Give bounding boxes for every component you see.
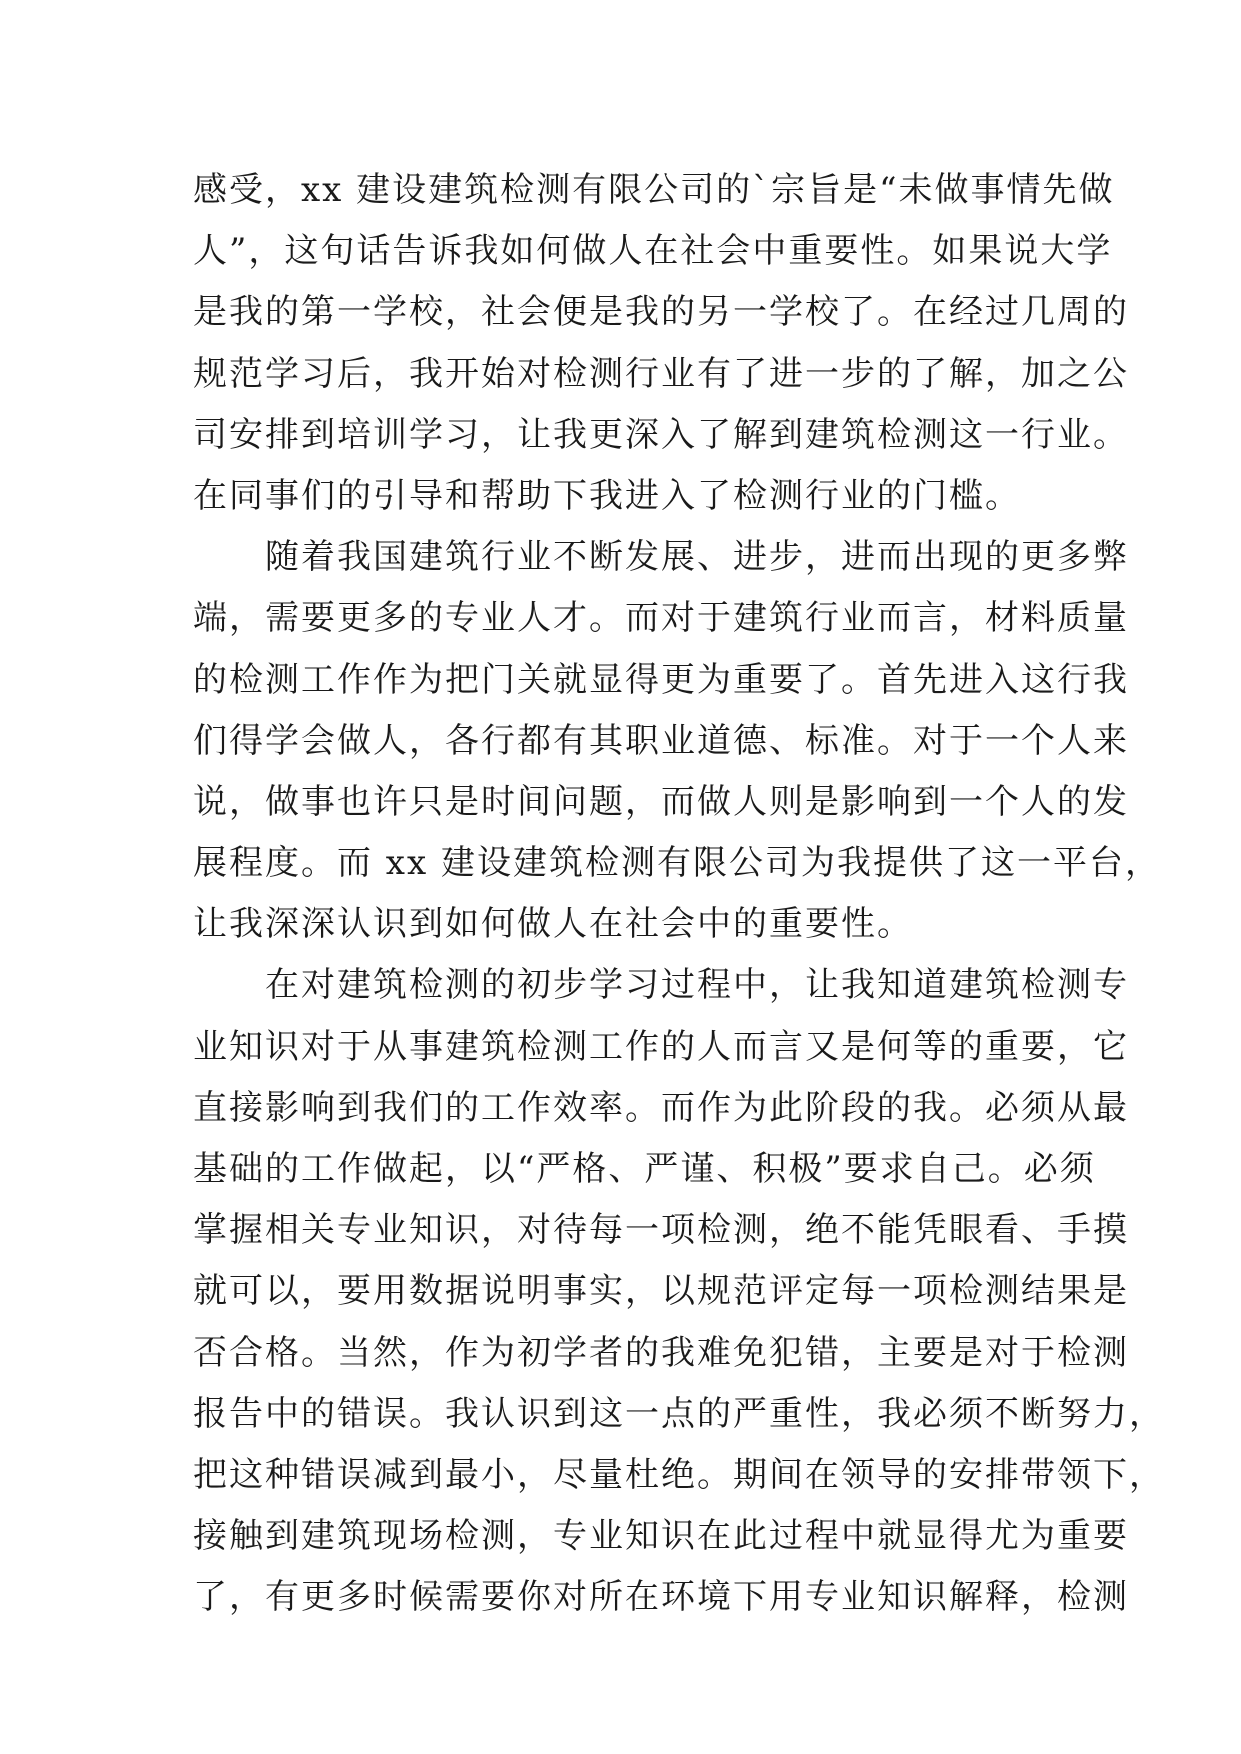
- text-line: 随着我国建筑行业不断发展、进步，进而出现的更多弊: [193, 537, 1129, 578]
- text-line: 在同事们的引导和帮助下我进入了检测行业的门槛。: [193, 475, 1021, 516]
- text-line: 司安排到培训学习，让我更深入了解到建筑检测这一行业。: [193, 414, 1129, 455]
- text-line: 端，需要更多的专业人才。而对于建筑行业而言，材料质量: [193, 598, 1129, 639]
- text-line: 让我深深认识到如何做人在社会中的重要性。: [193, 904, 913, 945]
- text-line: 人”，这句话告诉我如何做人在社会中重要性。如果说大学: [193, 231, 1113, 272]
- body-text: [193, 160, 1165, 1629]
- text-line: 在对建筑检测的初步学习过程中，让我知道建筑检测专: [193, 965, 1129, 1006]
- text-line: 接触到建筑现场检测，专业知识在此过程中就显得尤为重要: [193, 1516, 1129, 1557]
- text-line: 否合格。当然，作为初学者的我难免犯错，主要是对于检测: [193, 1332, 1129, 1373]
- text-line: 就可以，要用数据说明事实，以规范评定每一项检测结果是: [193, 1271, 1129, 1312]
- text-line: 的检测工作作为把门关就显得更为重要了。首先进入这行我: [193, 659, 1129, 700]
- text-line: 直接影响到我们的工作效率。而作为此阶段的我。必须从最: [193, 1087, 1129, 1128]
- text-line: 业知识对于从事建筑检测工作的人而言又是何等的重要，它: [193, 1026, 1129, 1067]
- text-line: 说，做事也许只是时间问题，而做人则是影响到一个人的发: [193, 781, 1129, 822]
- text-line: 把这种错误减到最小，尽量杜绝。期间在领导的安排带领下，: [193, 1454, 1165, 1495]
- text-line: 展程度。而 xx 建设建筑检测有限公司为我提供了这一平台，: [193, 843, 1161, 884]
- text-line: 基础的工作做起，以“严格、严谨、积极”要求自己。必须: [193, 1149, 1096, 1189]
- text-line: 们得学会做人，各行都有其职业道德、标准。对于一个人来: [193, 720, 1129, 761]
- text-line: 感受，xx 建设建筑检测有限公司的`宗旨是“未做事情先做: [193, 170, 1115, 210]
- text-line: 规范学习后，我开始对检测行业有了进一步的了解，加之公: [193, 353, 1129, 394]
- text-line: 报告中的错误。我认识到这一点的严重性，我必须不断努力，: [193, 1393, 1165, 1434]
- text-line: 掌握相关专业知识，对待每一项检测，绝不能凭眼看、手摸: [193, 1210, 1129, 1251]
- text-line: 是我的第一学校，社会便是我的另一学校了。在经过几周的: [193, 292, 1129, 333]
- text-line: 了，有更多时候需要你对所在环境下用专业知识解释，检测: [193, 1577, 1129, 1618]
